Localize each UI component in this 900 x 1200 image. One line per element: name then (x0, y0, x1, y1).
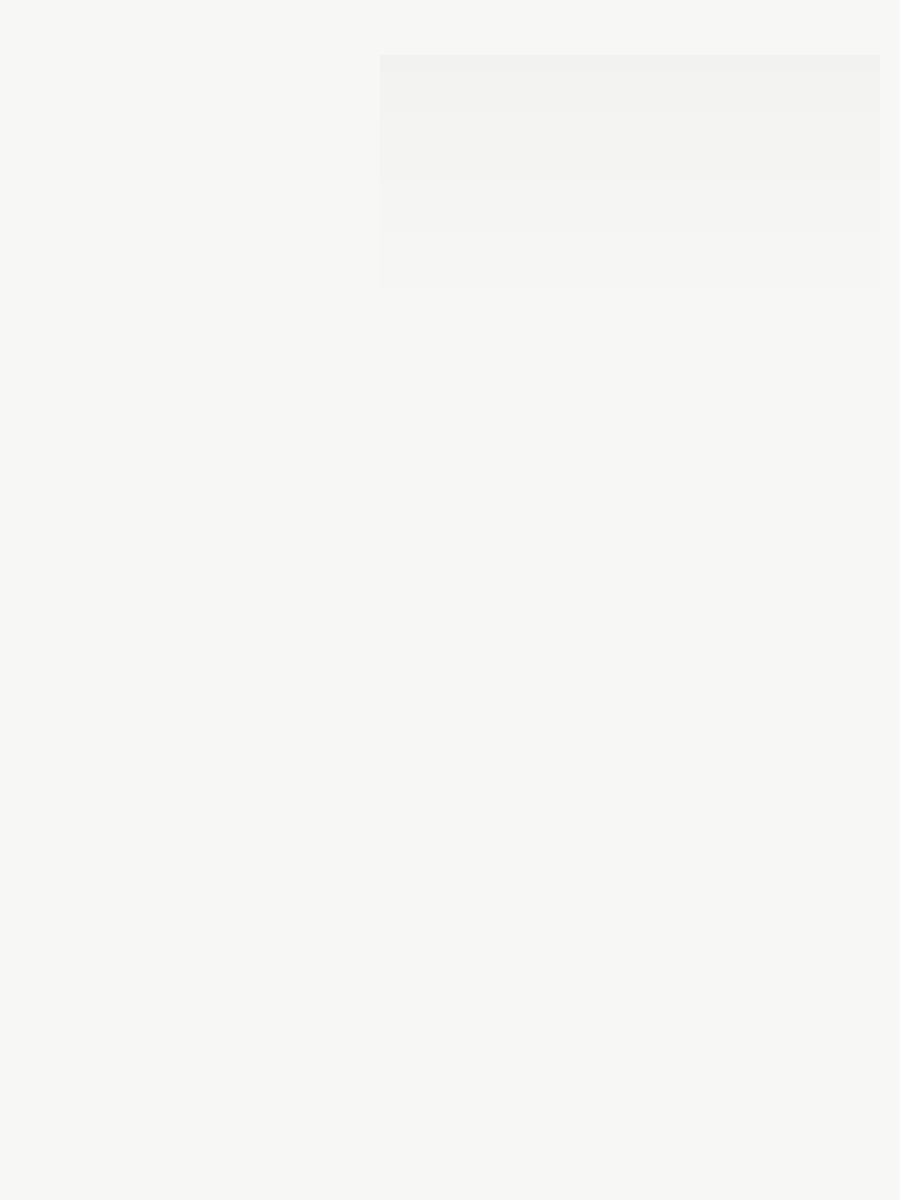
bleed-through-shadow (380, 55, 880, 315)
